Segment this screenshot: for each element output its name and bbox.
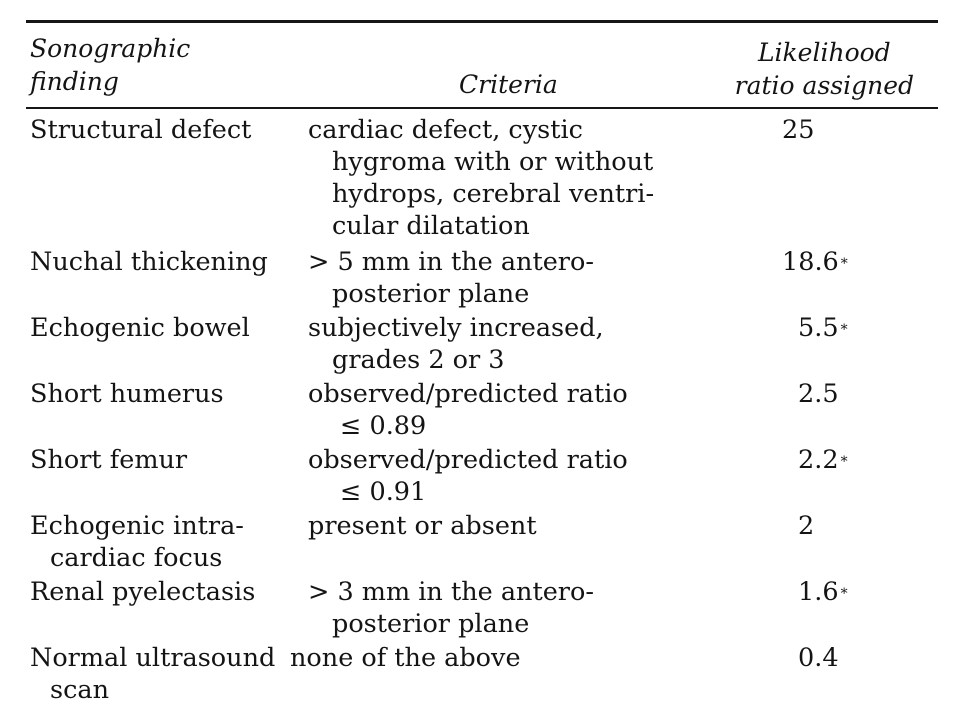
finding-cell	[30, 576, 310, 608]
criteria-line: ≤ 0.89	[340, 411, 427, 441]
finding-line: Nuchal thickening	[30, 247, 268, 277]
finding-line: Echogenic intra-	[30, 511, 244, 541]
header-lr-line-1: Likelihood	[757, 38, 891, 67]
footnote-mark: *	[840, 322, 848, 338]
criteria-line: posterior plane	[332, 609, 530, 639]
likelihood-ratio-cell	[770, 114, 902, 146]
criteria-line: observed/predicted ratio	[308, 445, 628, 475]
header-likelihood-ratio	[735, 36, 914, 102]
criteria-line: subjectively increased,	[308, 313, 604, 343]
finding-line: Short femur	[30, 445, 188, 475]
likelihood-ratio-value: 2.2	[798, 445, 839, 475]
header-finding-line-2: finding	[30, 67, 119, 96]
finding-line: Short humerus	[30, 379, 224, 409]
criteria-line: present or absent	[308, 511, 537, 541]
likelihood-ratio-cell	[770, 246, 902, 278]
criteria-line: > 3 mm in the antero-	[308, 577, 594, 607]
finding-line: scan	[50, 675, 109, 705]
table-header-rule	[26, 107, 938, 109]
finding-line: Echogenic bowel	[30, 313, 250, 343]
criteria-cell	[308, 510, 728, 542]
likelihood-ratio-cell	[770, 378, 918, 410]
likelihood-ratio-cell	[770, 510, 918, 542]
criteria-line: grades 2 or 3	[332, 345, 505, 375]
header-lr-line-2: ratio assigned	[734, 71, 914, 100]
finding-line: cardiac focus	[50, 543, 223, 573]
finding-line: Renal pyelectasis	[30, 577, 256, 607]
header-criteria: Criteria	[459, 70, 558, 99]
footnote-mark: *	[840, 586, 848, 602]
likelihood-ratio-value: 5.5	[798, 313, 839, 343]
finding-cell	[30, 378, 310, 410]
criteria-cell	[308, 312, 728, 376]
finding-cell	[30, 312, 310, 344]
footnote-mark: *	[840, 256, 848, 272]
finding-line: Structural defect	[30, 115, 252, 145]
header-finding-line-1: Sonographic	[30, 34, 191, 63]
finding-cell	[30, 510, 310, 574]
finding-cell	[30, 114, 310, 146]
table-top-rule	[26, 20, 938, 23]
criteria-line: > 5 mm in the antero-	[308, 247, 594, 277]
finding-cell	[30, 246, 310, 278]
criteria-line: hygroma with or without	[332, 147, 654, 177]
criteria-cell	[290, 642, 710, 674]
criteria-line: cardiac defect, cystic	[308, 115, 583, 145]
finding-cell	[30, 444, 310, 476]
finding-cell	[30, 642, 310, 706]
likelihood-ratio-cell	[770, 312, 918, 344]
finding-line: Normal ultrasound	[30, 643, 276, 673]
header-finding	[30, 32, 190, 98]
criteria-cell	[308, 576, 728, 640]
criteria-line: cular dilatation	[332, 211, 530, 241]
criteria-cell	[308, 378, 728, 442]
likelihood-ratio-cell	[770, 642, 918, 674]
likelihood-ratio-value: 1.6	[798, 577, 839, 607]
likelihood-ratio-value: 25	[782, 115, 815, 145]
likelihood-ratio-cell	[770, 444, 918, 476]
criteria-cell	[308, 246, 728, 310]
criteria-line: posterior plane	[332, 279, 530, 309]
footnote-mark: *	[840, 454, 848, 470]
likelihood-ratio-value: 2.5	[798, 379, 839, 409]
likelihood-ratio-value: 0.4	[798, 643, 839, 673]
likelihood-ratio-value: 2	[798, 511, 815, 541]
criteria-line: observed/predicted ratio	[308, 379, 628, 409]
criteria-line: ≤ 0.91	[340, 477, 427, 507]
likelihood-ratio-value: 18.6	[782, 247, 839, 277]
criteria-line: hydrops, cerebral ventri-	[332, 179, 655, 209]
likelihood-ratio-cell	[770, 576, 918, 608]
criteria-line: none of the above	[290, 643, 521, 673]
criteria-cell	[308, 444, 728, 508]
criteria-cell	[308, 114, 728, 242]
